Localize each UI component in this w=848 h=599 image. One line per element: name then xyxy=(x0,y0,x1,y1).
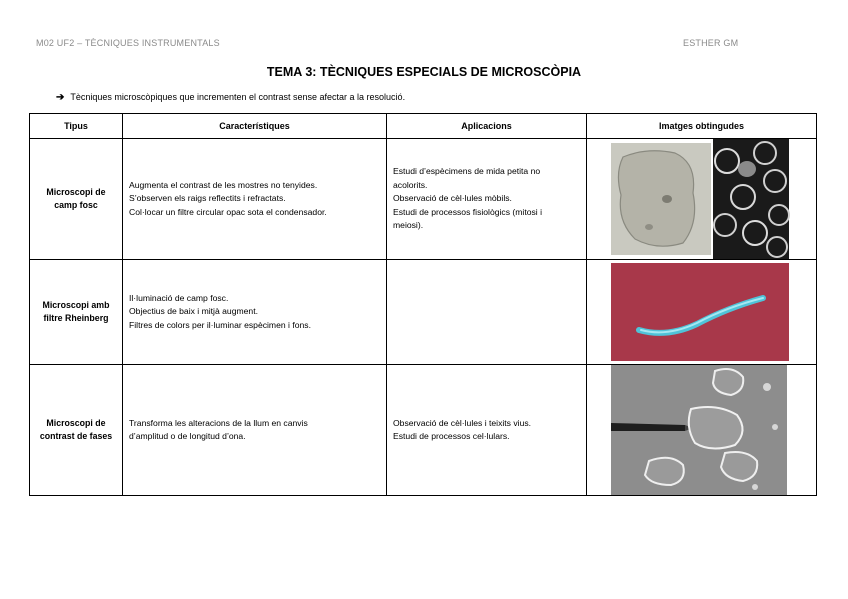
tipus-line: filtre Rheinberg xyxy=(43,313,109,323)
tipus-cell xyxy=(30,260,123,365)
caracteristica-line: Il·luminació de camp fosc. xyxy=(129,292,229,303)
caracteristica-line: Objectius de baix i mitjà augment. xyxy=(129,306,258,317)
caracteristica-line: Transforma les alteracions de la llum en canvis xyxy=(129,417,308,428)
column-header-tipus: Tipus xyxy=(30,114,123,139)
imatges-cell xyxy=(587,365,817,496)
caracteristiques-cell xyxy=(123,260,387,365)
caracteristica-line: d’amplitud o de longitud d’ona. xyxy=(129,431,246,441)
table-row xyxy=(30,365,817,496)
table-row xyxy=(30,139,817,260)
light-field-cell-image xyxy=(611,143,711,255)
tipus-line: Microscopi amb xyxy=(42,300,110,310)
caracteristica-line: S’observen els raigs reflectits i refractats. xyxy=(129,193,286,204)
caracteristica-line: Augmenta el contrast de les mostres no tenyides. xyxy=(129,179,318,190)
tipus-line: contrast de fases xyxy=(39,431,113,441)
tipus-line: camp fosc xyxy=(54,200,98,210)
tipus-line: Microscopi de xyxy=(46,418,106,428)
aplicacions-cell xyxy=(387,139,587,260)
aplicacio-line: Observació de cèl·lules i teixits vius. xyxy=(393,417,532,428)
caracteristica-line: Filtres de colors per il·luminar espècimen i fons. xyxy=(129,319,311,330)
caracteristiques-cell xyxy=(123,139,387,260)
phase-contrast-image xyxy=(587,365,816,495)
column-header-imatges: Imatges obtingudes xyxy=(587,114,817,139)
microscopy-techniques-table xyxy=(29,113,817,496)
caracteristiques-cell xyxy=(123,365,387,496)
caracteristica-line: Col·locar un filtre circular opac sota el condensador. xyxy=(129,206,327,217)
aplicacions-cell xyxy=(387,365,587,496)
aplicacions-cell xyxy=(387,260,587,365)
dark-field-blood-image xyxy=(713,139,789,259)
column-header-aplicacions: Aplicacions xyxy=(387,114,587,139)
intro-bullet xyxy=(56,92,405,103)
column-header-caracteristiques: Característiques xyxy=(123,114,387,139)
aplicacio-line: meiosi). xyxy=(393,220,424,231)
intro-text: Tècniques microscòpiques que incrementen el contrast sense afectar a la resolució. xyxy=(70,92,406,102)
aplicacio-line: Observació de cèl·lules mòbils. xyxy=(393,193,512,204)
dark-field-images xyxy=(587,139,816,259)
aplicacio-line: Estudi de processos fisiològics (mitosi i xyxy=(393,206,543,217)
table-row xyxy=(30,260,817,365)
table-header-row xyxy=(30,114,817,139)
tipus-line: Microscopi de xyxy=(46,187,106,197)
aplicacio-line: Estudi d’espècimens de mida petita no xyxy=(393,166,541,177)
running-header-author: ESTHER GM xyxy=(683,38,739,48)
running-header-left: M02 UF2 – TÈCNIQUES INSTRUMENTALS xyxy=(36,38,220,48)
page-title: TEMA 3: TÈCNIQUES ESPECIALS DE MICROSCÒPIA xyxy=(266,65,582,79)
tipus-cell xyxy=(30,139,123,260)
imatges-cell xyxy=(587,260,817,365)
arrow-right-icon: ➔ xyxy=(56,92,65,103)
aplicacio-line: Estudi de processos cel·lulars. xyxy=(393,431,510,441)
rheinberg-image xyxy=(587,260,816,364)
aplicacio-line: acolorits. xyxy=(393,179,428,190)
tipus-cell xyxy=(30,365,123,496)
imatges-cell xyxy=(587,139,817,260)
